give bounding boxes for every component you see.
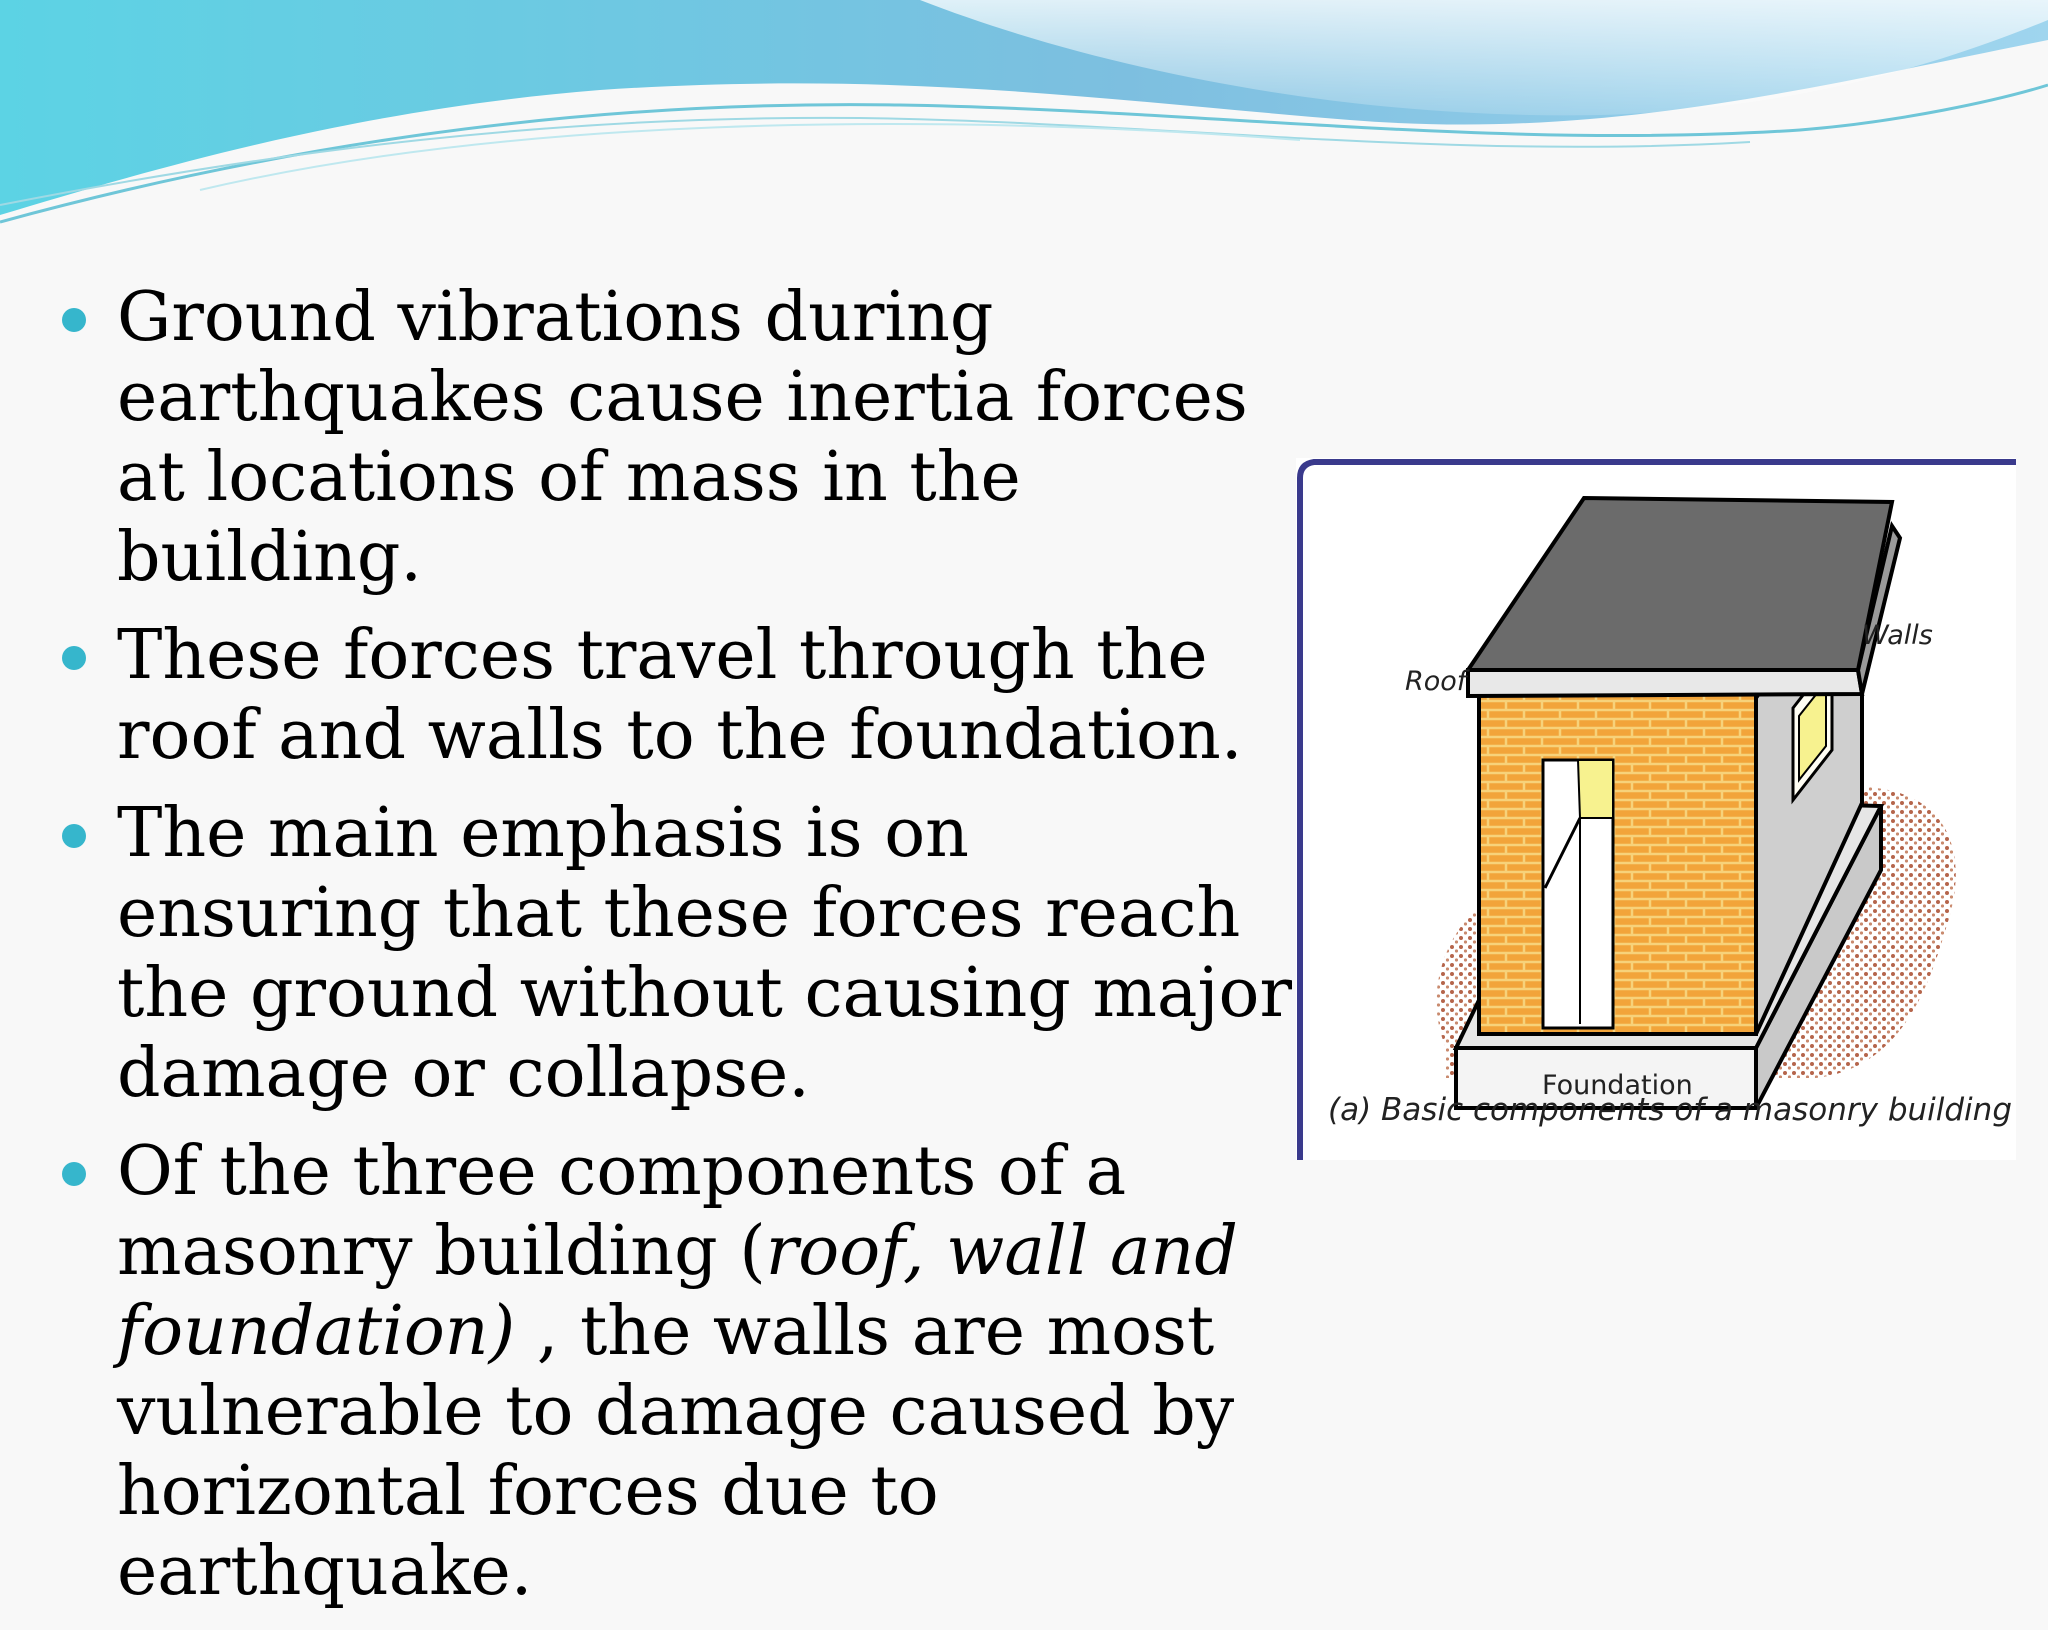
bullet-marker (62, 646, 86, 670)
door-glass (1578, 760, 1613, 818)
bullet-marker (62, 824, 86, 848)
front-brick-wall (1479, 694, 1756, 1034)
roof-slab-edge (1468, 670, 1862, 696)
figure-caption: (a) Basic components of a masonry building (1328, 1092, 2012, 1128)
bullet-list (62, 278, 1292, 1630)
bullet-marker (62, 1162, 86, 1186)
header-wave-decoration (0, 0, 2048, 240)
bullet-text: These forces travel through the roof and walls to the foundation. (117, 616, 1243, 775)
bullet-text (117, 1132, 1238, 1611)
bullet-italic-part: roof, wall and foundation) (117, 1212, 1238, 1371)
bullet-text: Ground vibrations during earthquakes cause inertia forces at locations of mass in the building. (117, 278, 1248, 597)
walls-label: Walls (1862, 620, 1933, 651)
bullet-text: The main emphasis is on ensuring that these forces reach the ground without causing major damage or collapse. (117, 794, 1292, 1113)
bullet-text-part: Of the three components of a masonry building ( (117, 1132, 1127, 1291)
bullet-item (62, 794, 1292, 1114)
bullet-item (62, 278, 1292, 598)
bullet-marker (62, 308, 86, 332)
bullet-item (62, 1132, 1292, 1612)
masonry-building-figure (1296, 458, 2016, 1160)
bullet-item (62, 616, 1292, 776)
bullet-text-part: , the walls are most vulnerable to damage caused by horizontal forces due to earthquake. (117, 1292, 1235, 1611)
foundation-label: Foundation (1542, 1070, 1693, 1101)
roof-label: Roof (1405, 666, 1467, 697)
